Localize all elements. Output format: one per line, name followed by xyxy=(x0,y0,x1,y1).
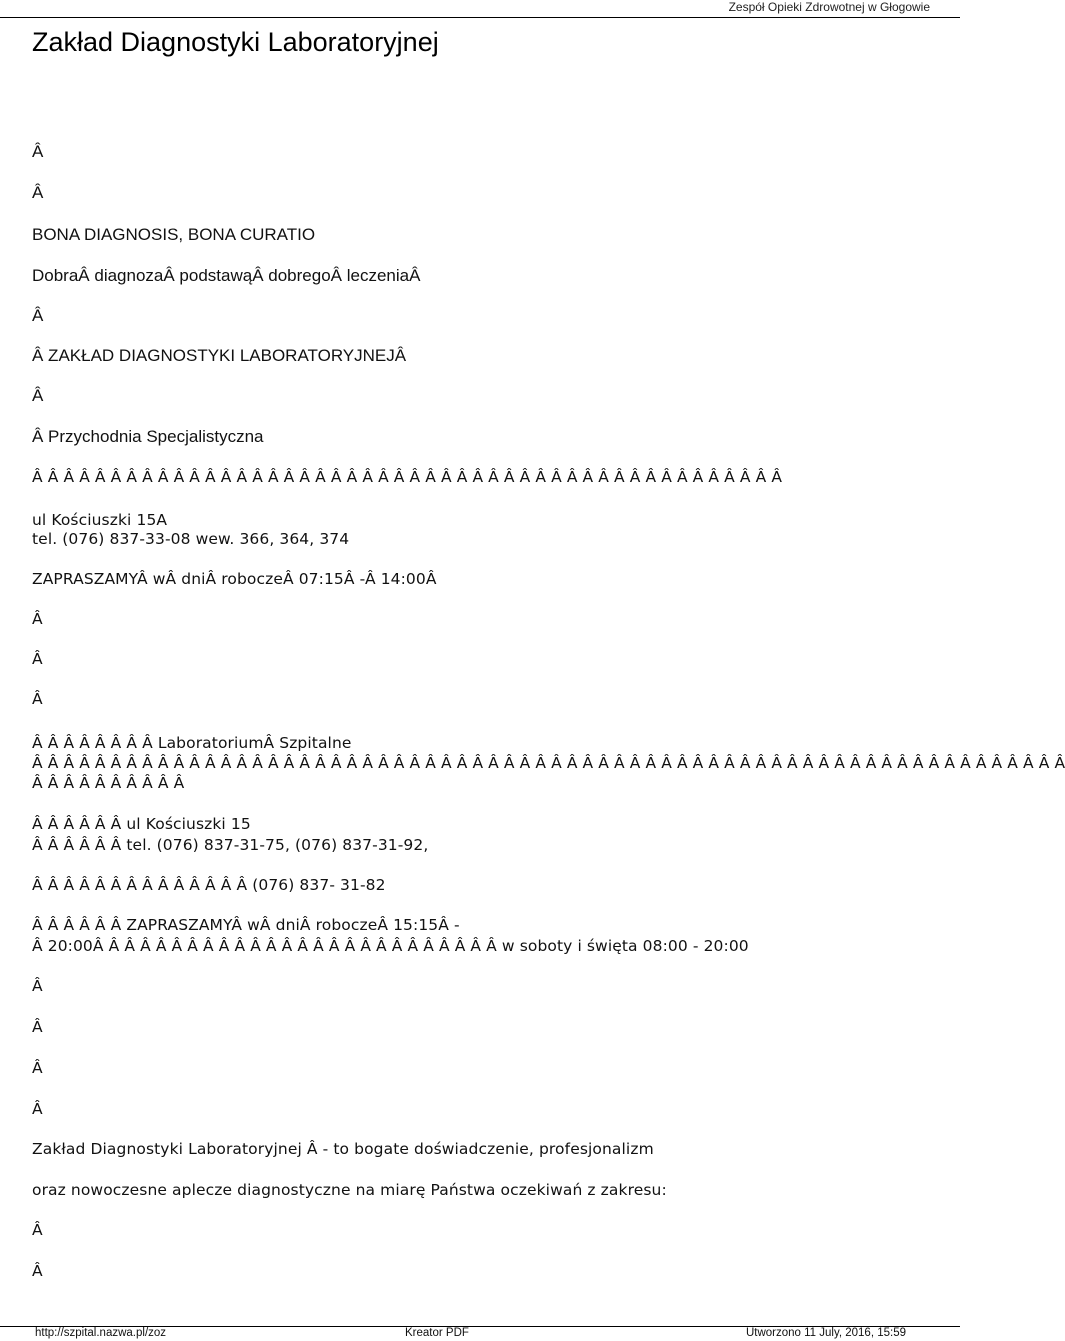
spacer-line: Â xyxy=(32,1018,43,1036)
spacer-line: Â xyxy=(32,142,44,161)
hospital-lab-weekend-hours: Â 20:00Â Â Â Â Â Â Â Â Â Â Â Â Â Â Â Â Â Â Â Â Â Â Â Â Â Â w soboty i święta 08:00 - 20:00 xyxy=(32,937,749,955)
hospital-lab-heading: Â Â Â Â Â Â Â Â LaboratoriumÂ Szpitalne xyxy=(32,734,352,752)
spacer-line: Â xyxy=(32,306,44,325)
footer-created: Utworzono 11 July, 2016, 15:59 xyxy=(745,1327,906,1339)
department-heading: Â ZAKŁAD DIAGNOSTYKI LABORATORYJNEJÂ xyxy=(32,346,407,365)
clinic-phone: tel. (076) 837-33-08 wew. 366, 364, 374 xyxy=(32,530,350,548)
hospital-lab-address: Â Â Â Â Â Â ul Kościuszki 15 xyxy=(32,815,251,833)
spacer-line: Â Â Â Â Â Â Â Â Â Â xyxy=(32,774,185,792)
clinic-heading: Â Przychodnia Specjalistyczna xyxy=(32,427,264,446)
spacer-line: Â xyxy=(32,610,43,628)
clinic-address: ul Kościuszki 15A xyxy=(32,511,168,529)
intro-paragraph-line-2: oraz nowoczesne aplecze diagnostyczne na miarę Państwa oczekiwań z zakresu: xyxy=(32,1181,667,1199)
spacer-line: Â Â Â Â Â Â Â Â Â Â Â Â Â Â Â Â Â Â Â Â Â Â Â Â Â Â Â Â Â Â Â Â Â Â Â Â Â Â Â Â Â Â Â Â Â Â Â Â xyxy=(32,468,783,486)
spacer-line: Â xyxy=(32,650,43,668)
spacer-line: Â xyxy=(32,386,44,405)
page-title: Zakład Diagnostyki Laboratoryjnej xyxy=(32,27,439,57)
spacer-line: Â xyxy=(32,1262,43,1280)
clinic-hours: ZAPRASZAMYÂ wÂ dniÂ roboczeÂ 07:15Â -Â 14:00Â xyxy=(32,570,437,588)
header-divider xyxy=(0,17,960,18)
spacer-line: Â xyxy=(32,1059,43,1077)
spacer-line: Â xyxy=(32,977,43,995)
spacer-line: Â xyxy=(32,1100,43,1118)
intro-paragraph-line-1: Zakład Diagnostyki Laboratoryjnej Â - to bogate doświadczenie, profesjonalizm xyxy=(32,1140,654,1158)
header-organization: Zespół Opieki Zdrowotnej w Głogowie xyxy=(728,0,930,14)
motto-polish: DobraÂ diagnozaÂ podstawąÂ dobregoÂ leczeniaÂ xyxy=(32,266,421,285)
hospital-lab-phone-extra: Â Â Â Â Â Â Â Â Â Â Â Â Â Â (076) 837- 31-82 xyxy=(32,876,386,894)
footer-url: http://szpital.nazwa.pl/zoz xyxy=(35,1327,167,1339)
hospital-lab-hours: Â Â Â Â Â Â ZAPRASZAMYÂ wÂ dniÂ roboczeÂ 15:15Â - xyxy=(32,916,460,934)
footer-generator: Kreator PDF xyxy=(405,1327,469,1339)
hospital-lab-phone: Â Â Â Â Â Â tel. (076) 837-31-75, (076) 837-31-92, xyxy=(32,836,429,854)
spacer-line: Â Â Â Â Â Â Â Â Â Â Â Â Â Â Â Â Â Â Â Â Â Â Â Â Â Â Â Â Â Â Â Â Â Â Â Â Â Â Â Â Â Â Â Â Â Â Â Â Â Â Â Â Â Â Â Â Â Â Â Â Â Â Â Â Â Â xyxy=(32,754,1065,772)
spacer-line: Â xyxy=(32,690,43,708)
motto-latin: BONA DIAGNOSIS, BONA CURATIO xyxy=(32,225,316,244)
spacer-line: Â xyxy=(32,183,44,202)
spacer-line: Â xyxy=(32,1221,43,1239)
